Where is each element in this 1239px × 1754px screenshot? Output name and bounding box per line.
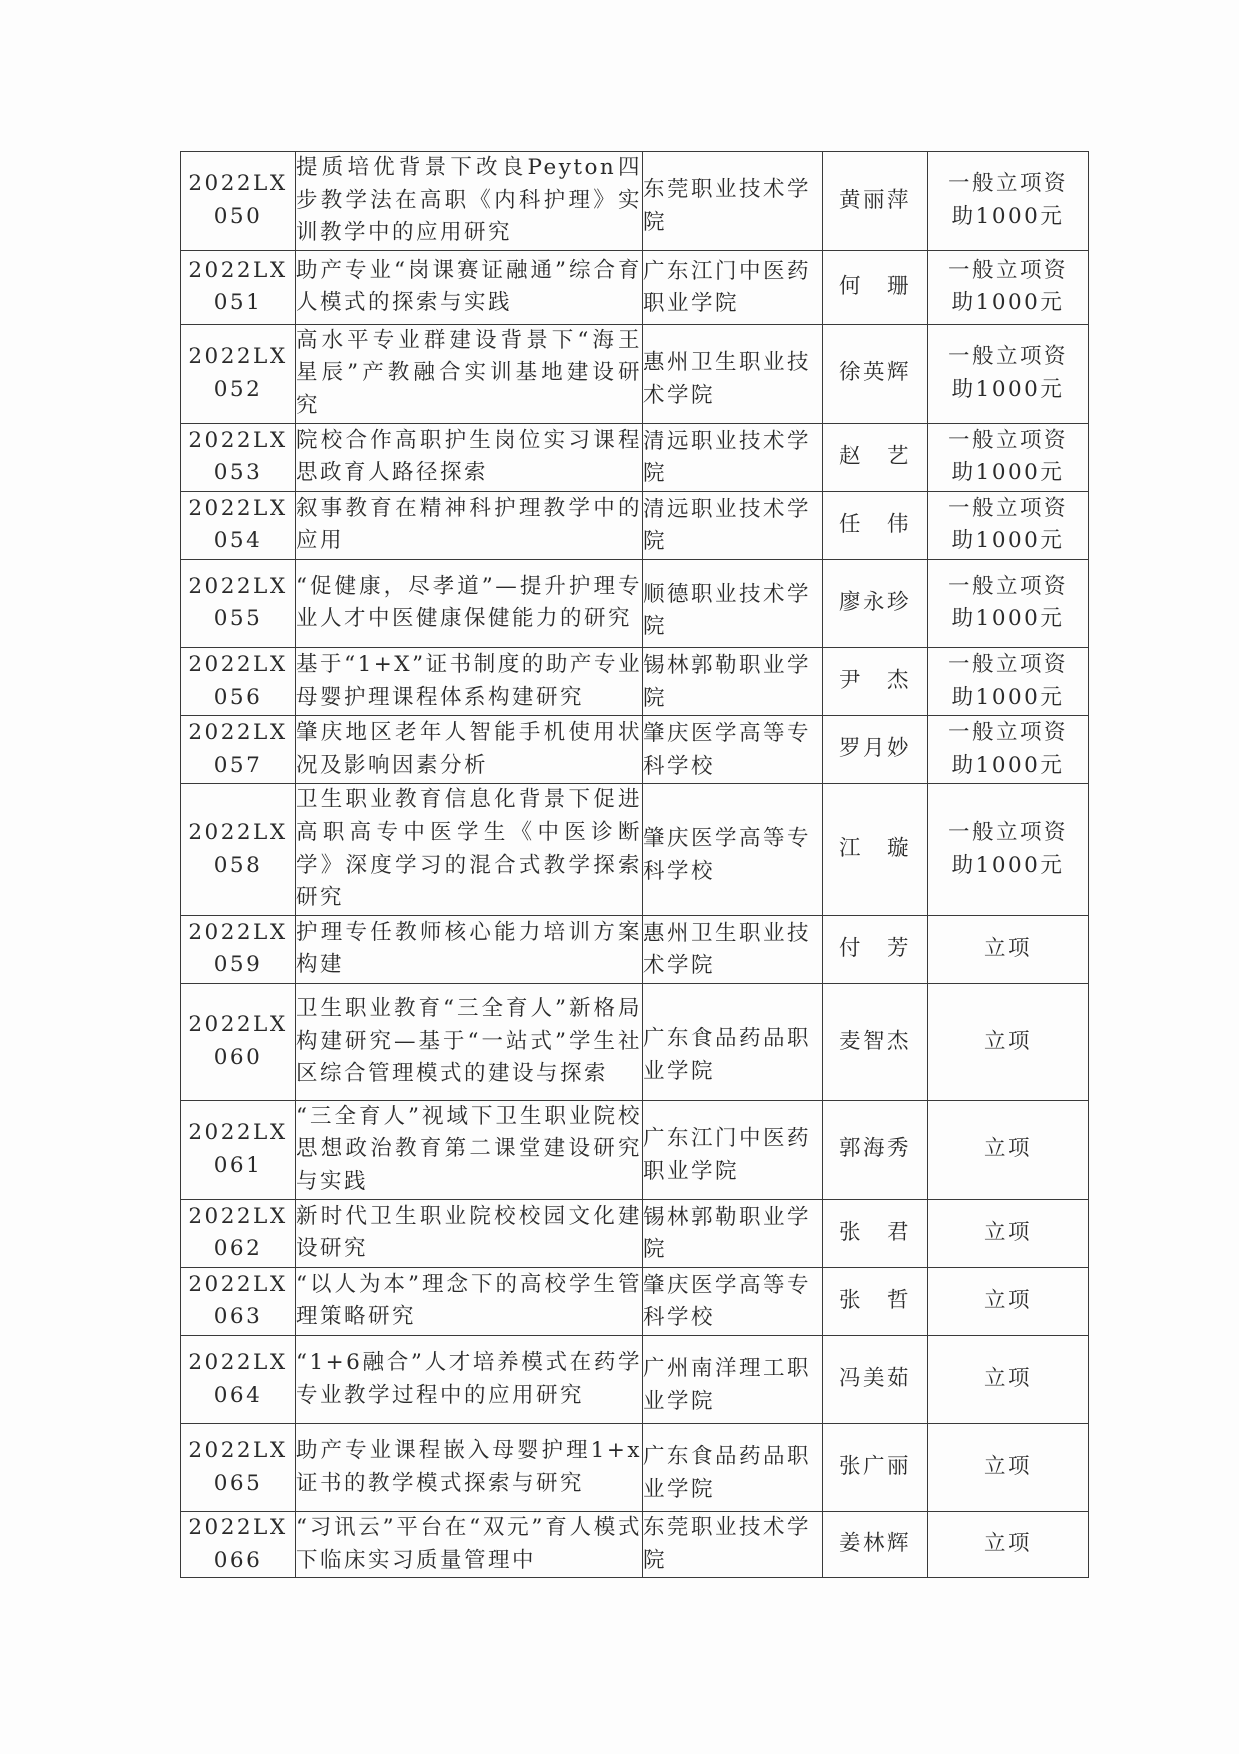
project-number-cell — [181, 1512, 296, 1578]
status-cell — [928, 559, 1089, 647]
project-number-cell — [181, 1267, 296, 1335]
person-cell — [823, 1267, 928, 1335]
project-number-prefix: 2022LX — [188, 1271, 288, 1297]
person-name: 郭海秀 — [838, 1136, 911, 1162]
status-text: 一般立项资 — [947, 651, 1068, 677]
status-cell — [928, 1100, 1089, 1199]
project-number-suffix: 051 — [213, 290, 263, 316]
school-cell — [643, 1336, 823, 1424]
project-number-cell — [181, 324, 296, 423]
project-title-cell — [296, 1512, 643, 1578]
project-number-cell — [181, 1199, 296, 1267]
project-number-suffix: 061 — [213, 1152, 263, 1178]
status-cell — [928, 1267, 1089, 1335]
table-row — [181, 1424, 1089, 1512]
project-title-cell — [296, 647, 643, 715]
status-text: 一般立项资 — [947, 257, 1068, 283]
person-cell — [823, 784, 928, 915]
school-name: 广州南洋理工职业学院 — [643, 1355, 812, 1414]
person-cell — [823, 716, 928, 784]
project-number-cell — [181, 559, 296, 647]
person-cell — [823, 1336, 928, 1424]
status-cell — [928, 491, 1089, 559]
funding-amount: 助1000元 — [951, 376, 1065, 402]
project-title: “以人为本”理念下的高校学生管理策略研究 — [296, 1271, 642, 1330]
table-row — [181, 915, 1089, 983]
person-name: 张 哲 — [838, 1288, 911, 1314]
project-title: “促健康，尽孝道”—提升护理专业人才中医健康保健能力的研究 — [296, 573, 642, 632]
school-name: 顺德职业技术学院 — [643, 581, 812, 640]
person-name: 张 君 — [838, 1219, 911, 1245]
funding-amount: 助1000元 — [951, 752, 1065, 778]
project-number-suffix: 059 — [213, 952, 263, 978]
school-cell — [643, 1424, 823, 1512]
status-cell — [928, 250, 1089, 324]
table-row — [181, 324, 1089, 423]
project-title: 护理专任教师核心能力培训方案构建 — [296, 919, 642, 978]
project-number-cell — [181, 647, 296, 715]
project-number-prefix: 2022LX — [188, 1120, 288, 1146]
project-number-suffix: 065 — [213, 1470, 263, 1496]
project-title-cell — [296, 915, 643, 983]
funding-amount: 助1000元 — [951, 203, 1065, 229]
status-cell — [928, 324, 1089, 423]
person-cell — [823, 1512, 928, 1578]
person-cell — [823, 491, 928, 559]
status-cell — [928, 152, 1089, 251]
project-title-cell — [296, 1424, 643, 1512]
project-title-cell — [296, 559, 643, 647]
project-number-prefix: 2022LX — [188, 1349, 288, 1375]
person-name: 廖永珍 — [838, 590, 911, 616]
project-number-prefix: 2022LX — [188, 171, 288, 197]
project-title-cell — [296, 491, 643, 559]
project-table — [180, 151, 1089, 1578]
project-number-suffix: 064 — [213, 1382, 263, 1408]
school-cell — [643, 1199, 823, 1267]
project-title-cell — [296, 423, 643, 491]
status-text: 立项 — [983, 1366, 1032, 1392]
person-name: 尹 杰 — [838, 668, 911, 694]
project-title: 新时代卫生职业院校校园文化建设研究 — [296, 1203, 642, 1262]
table-row — [181, 1267, 1089, 1335]
project-number-prefix: 2022LX — [188, 573, 288, 599]
status-text: 一般立项资 — [947, 427, 1068, 453]
school-cell — [643, 491, 823, 559]
funding-amount: 助1000元 — [951, 528, 1065, 554]
project-number-cell — [181, 716, 296, 784]
status-cell — [928, 1336, 1089, 1424]
status-cell — [928, 1199, 1089, 1267]
person-cell — [823, 647, 928, 715]
table-row — [181, 1100, 1089, 1199]
project-title: “1+6融合”人才培养模式在药学专业教学过程中的应用研究 — [296, 1349, 642, 1408]
project-title-cell — [296, 1199, 643, 1267]
person-cell — [823, 423, 928, 491]
project-number-cell — [181, 423, 296, 491]
funding-amount: 助1000元 — [951, 606, 1065, 632]
status-cell — [928, 423, 1089, 491]
school-cell — [643, 152, 823, 251]
project-number-cell — [181, 983, 296, 1100]
status-cell — [928, 716, 1089, 784]
person-name: 姜林辉 — [838, 1531, 911, 1557]
table-row — [181, 1512, 1089, 1578]
status-cell — [928, 647, 1089, 715]
person-name: 任 伟 — [838, 512, 911, 538]
school-cell — [643, 1100, 823, 1199]
school-cell — [643, 423, 823, 491]
school-name: 清远职业技术学院 — [643, 428, 812, 487]
project-number-suffix: 052 — [213, 376, 263, 402]
funding-amount: 助1000元 — [951, 852, 1065, 878]
project-title: 叙事教育在精神科护理教学中的应用 — [296, 495, 642, 554]
project-number-cell — [181, 1336, 296, 1424]
project-title-cell — [296, 716, 643, 784]
person-name: 麦智杰 — [838, 1028, 911, 1054]
status-text: 立项 — [983, 1288, 1032, 1314]
status-text: 一般立项资 — [947, 819, 1068, 845]
person-name: 江 璇 — [838, 836, 911, 862]
funding-amount: 助1000元 — [951, 460, 1065, 486]
school-name: 惠州卫生职业技术学院 — [643, 350, 812, 408]
project-title: “三全育人”视域下卫生职业院校思想政治教育第二课堂建设研究与实践 — [296, 1103, 642, 1195]
school-name: 广东江门中医药职业学院 — [643, 258, 812, 317]
project-number-suffix: 062 — [213, 1236, 263, 1262]
school-cell — [643, 1512, 823, 1578]
project-number-suffix: 063 — [213, 1304, 263, 1330]
status-text: 一般立项资 — [947, 720, 1068, 746]
school-name: 广东江门中医药职业学院 — [643, 1126, 812, 1184]
project-title: 助产专业课程嵌入母婴护理1+x证书的教学模式探索与研究 — [296, 1437, 642, 1496]
person-cell — [823, 1424, 928, 1512]
school-name: 锡林郭勒职业学院 — [643, 1204, 812, 1263]
school-cell — [643, 250, 823, 324]
school-cell — [643, 716, 823, 784]
project-title: 卫生职业教育“三全育人”新格局构建研究—基于“一站式”学生社区综合管理模式的建设与探索 — [296, 995, 642, 1087]
school-name: 广东食品药品职业学院 — [643, 1026, 812, 1084]
project-number-prefix: 2022LX — [188, 1437, 288, 1463]
project-title-cell — [296, 1336, 643, 1424]
person-cell — [823, 152, 928, 251]
project-number-prefix: 2022LX — [188, 720, 288, 746]
person-name: 何 珊 — [838, 273, 911, 299]
project-number-suffix: 058 — [213, 852, 263, 878]
project-number-prefix: 2022LX — [188, 344, 288, 370]
project-number-cell — [181, 250, 296, 324]
project-number-prefix: 2022LX — [188, 1012, 288, 1038]
school-name: 锡林郭勒职业学院 — [643, 652, 812, 711]
school-name: 清远职业技术学院 — [643, 496, 812, 555]
table-row — [181, 647, 1089, 715]
project-number-prefix: 2022LX — [188, 1203, 288, 1229]
funding-amount: 助1000元 — [951, 684, 1065, 710]
person-cell — [823, 559, 928, 647]
project-title-cell — [296, 1100, 643, 1199]
table-row — [181, 152, 1089, 251]
school-cell — [643, 647, 823, 715]
status-text: 立项 — [983, 935, 1032, 961]
status-text: 立项 — [983, 1136, 1032, 1162]
school-cell — [643, 983, 823, 1100]
project-table-body — [181, 152, 1089, 1578]
project-title: 院校合作高职护生岗位实习课程思政育人路径探索 — [296, 427, 642, 486]
school-name: 惠州卫生职业技术学院 — [643, 920, 812, 979]
person-cell — [823, 324, 928, 423]
project-number-prefix: 2022LX — [188, 257, 288, 283]
status-cell — [928, 1512, 1089, 1578]
project-title: 助产专业“岗课赛证融通”综合育人模式的探索与实践 — [296, 257, 642, 316]
project-number-suffix: 057 — [213, 752, 263, 778]
table-row — [181, 1336, 1089, 1424]
table-row — [181, 559, 1089, 647]
status-text: 立项 — [983, 1454, 1032, 1480]
school-name: 东莞职业技术学院 — [643, 177, 812, 235]
status-cell — [928, 915, 1089, 983]
project-title: 肇庆地区老年人智能手机使用状况及影响因素分析 — [296, 720, 642, 778]
project-title: 基于“1+X”证书制度的助产专业母婴护理课程体系构建研究 — [296, 651, 642, 710]
person-cell — [823, 983, 928, 1100]
school-name: 肇庆医学高等专科学校 — [643, 721, 812, 779]
school-name: 东莞职业技术学院 — [643, 1515, 812, 1573]
table-row — [181, 1199, 1089, 1267]
project-title-cell — [296, 324, 643, 423]
project-title-cell — [296, 250, 643, 324]
table-row — [181, 716, 1089, 784]
table-row — [181, 784, 1089, 915]
project-number-suffix: 060 — [213, 1044, 263, 1070]
person-cell — [823, 1199, 928, 1267]
project-number-suffix: 056 — [213, 684, 263, 710]
school-cell — [643, 784, 823, 915]
status-cell — [928, 1424, 1089, 1512]
status-text: 立项 — [983, 1028, 1032, 1054]
school-cell — [643, 559, 823, 647]
project-number-cell — [181, 1424, 296, 1512]
table-row — [181, 250, 1089, 324]
school-name: 肇庆医学高等专科学校 — [643, 1272, 812, 1331]
person-name: 赵 艺 — [838, 443, 911, 469]
person-cell — [823, 915, 928, 983]
project-number-prefix: 2022LX — [188, 427, 288, 453]
school-name: 广东食品药品职业学院 — [643, 1443, 812, 1502]
status-text: 一般立项资 — [947, 344, 1068, 370]
project-title-cell — [296, 983, 643, 1100]
person-name: 罗月妙 — [838, 736, 911, 762]
project-number-prefix: 2022LX — [188, 495, 288, 521]
status-text: 立项 — [983, 1219, 1032, 1245]
status-text: 一般立项资 — [947, 171, 1068, 197]
project-number-suffix: 053 — [213, 460, 263, 486]
project-number-suffix: 055 — [213, 606, 263, 632]
project-number-suffix: 054 — [213, 528, 263, 554]
project-title: 高水平专业群建设背景下“海王星辰”产教融合实训基地建设研究 — [296, 327, 642, 418]
person-name: 黄丽萍 — [838, 187, 911, 213]
status-text: 一般立项资 — [947, 573, 1068, 599]
project-number-suffix: 066 — [213, 1547, 263, 1573]
project-number-prefix: 2022LX — [188, 651, 288, 677]
status-cell — [928, 983, 1089, 1100]
project-title-cell — [296, 784, 643, 915]
person-cell — [823, 1100, 928, 1199]
project-title: 卫生职业教育信息化背景下促进高职高专中医学生《中医诊断学》深度学习的混合式教学探索研究 — [296, 787, 642, 911]
person-name: 张广丽 — [838, 1454, 911, 1480]
project-title-cell — [296, 152, 643, 251]
person-cell — [823, 250, 928, 324]
table-row — [181, 423, 1089, 491]
table-row — [181, 491, 1089, 559]
project-number-cell — [181, 915, 296, 983]
project-number-prefix: 2022LX — [188, 919, 288, 945]
status-cell — [928, 784, 1089, 915]
school-cell — [643, 1267, 823, 1335]
person-name: 徐英辉 — [838, 360, 911, 386]
project-number-cell — [181, 1100, 296, 1199]
funding-amount: 助1000元 — [951, 290, 1065, 316]
school-cell — [643, 324, 823, 423]
person-name: 冯美茹 — [838, 1366, 911, 1392]
school-cell — [643, 915, 823, 983]
project-number-cell — [181, 152, 296, 251]
status-text: 一般立项资 — [947, 495, 1068, 521]
school-name: 肇庆医学高等专科学校 — [643, 826, 812, 884]
status-text: 立项 — [983, 1531, 1032, 1557]
project-title: “习讯云”平台在“双元”育人模式下临床实习质量管理中 — [296, 1515, 642, 1573]
project-number-suffix: 050 — [213, 203, 263, 229]
project-number-prefix: 2022LX — [188, 819, 288, 845]
table-row — [181, 983, 1089, 1100]
person-name: 付 芳 — [838, 935, 911, 961]
project-title: 提质培优背景下改良Peyton四步教学法在高职《内科护理》实训教学中的应用研究 — [296, 155, 642, 246]
project-title-cell — [296, 1267, 643, 1335]
project-number-prefix: 2022LX — [188, 1515, 288, 1541]
project-number-cell — [181, 784, 296, 915]
project-number-cell — [181, 491, 296, 559]
